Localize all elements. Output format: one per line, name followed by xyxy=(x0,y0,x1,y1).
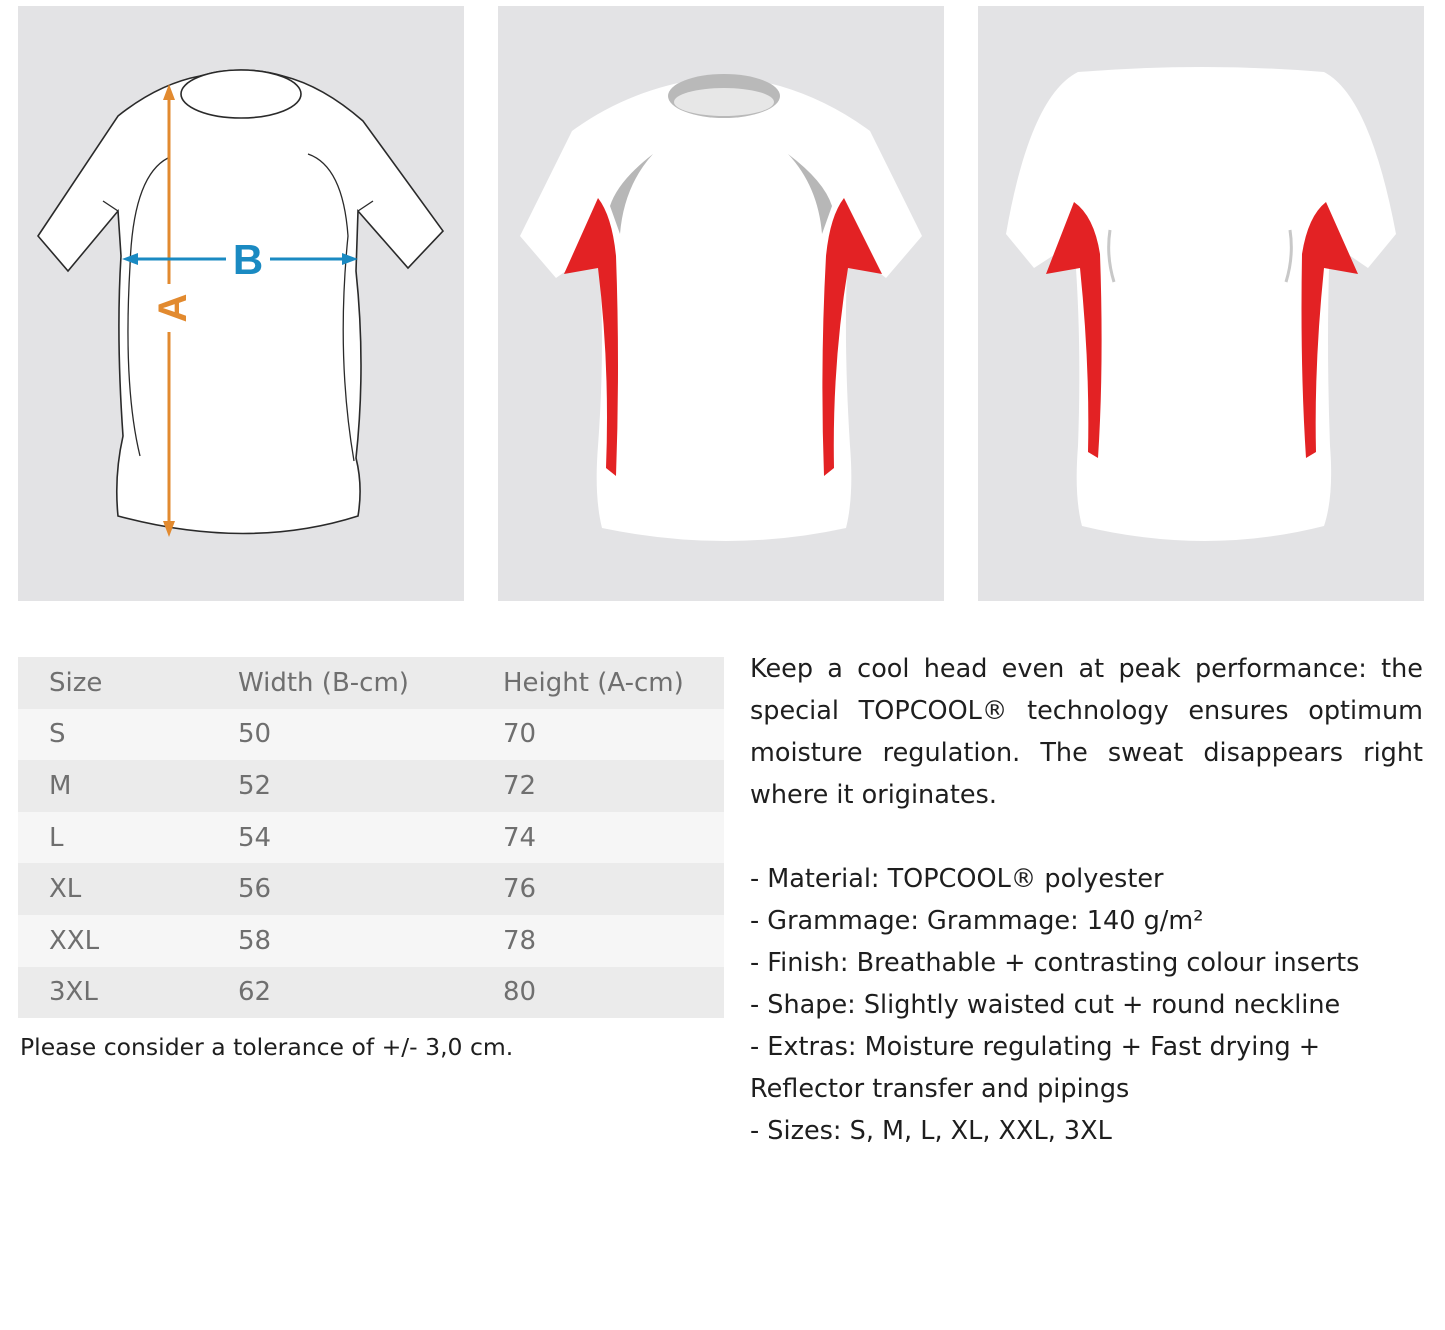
header-height: Height (A-cm) xyxy=(503,667,684,698)
product-description xyxy=(750,648,1423,1152)
height-cell: 76 xyxy=(503,874,537,905)
table-row xyxy=(18,915,724,967)
spec-shape: - Shape: Slightly waisted cut + round neckline xyxy=(750,990,1341,1020)
width-cell: 62 xyxy=(238,977,272,1008)
shirt-back-body xyxy=(1006,67,1396,541)
front-view-image xyxy=(498,6,944,601)
height-cell: 78 xyxy=(503,925,537,956)
tolerance-note: Please consider a tolerance of +/- 3,0 cm. xyxy=(20,1033,514,1061)
size-table xyxy=(18,657,724,1018)
width-cell: 52 xyxy=(238,770,272,801)
table-row xyxy=(18,760,724,812)
shirt-front-illustration xyxy=(498,6,944,601)
spec-list xyxy=(750,858,1423,1152)
size-cell: S xyxy=(49,719,66,750)
height-cell: 74 xyxy=(503,822,537,853)
back-view-image xyxy=(978,6,1424,601)
spec-sizes: - Sizes: S, M, L, XL, XXL, 3XL xyxy=(750,1116,1112,1146)
height-cell: 72 xyxy=(503,770,537,801)
size-cell: M xyxy=(49,770,72,801)
description-intro: Keep a cool head even at peak performance: the special TOPCOOL® technology ensures optimum moisture regulation. The sweat disappears right where it originates. xyxy=(750,654,1423,810)
width-cell: 56 xyxy=(238,874,272,905)
width-cell: 50 xyxy=(238,719,272,750)
size-cell: L xyxy=(49,822,64,853)
shirt-back-illustration xyxy=(978,6,1424,601)
spec-finish: - Finish: Breathable + contrasting colour inserts xyxy=(750,948,1360,978)
height-cell: 80 xyxy=(503,977,537,1008)
neckline xyxy=(181,70,301,118)
width-label: B xyxy=(232,236,264,283)
height-arrow-bottom-head xyxy=(163,521,175,537)
table-row xyxy=(18,812,724,864)
size-cell: XXL xyxy=(49,925,100,956)
header-size: Size xyxy=(49,667,103,698)
table-row xyxy=(18,709,724,761)
measurement-diagram xyxy=(18,6,464,601)
height-label: A xyxy=(151,293,195,323)
size-cell: 3XL xyxy=(49,977,98,1008)
spec-material: - Material: TOPCOOL® polyester xyxy=(750,864,1164,894)
spec-extras: - Extras: Moisture regulating + Fast drying + Reflector transfer and pipings xyxy=(750,1032,1321,1104)
shirt-front-body xyxy=(520,78,922,541)
shirt-outline-diagram xyxy=(18,6,464,601)
size-cell: XL xyxy=(49,874,82,905)
header-width: Width (B-cm) xyxy=(238,667,409,698)
spec-grammage: - Grammage: Grammage: 140 g/m² xyxy=(750,906,1204,936)
table-row xyxy=(18,863,724,915)
height-cell: 70 xyxy=(503,719,537,750)
shirt-outline xyxy=(38,70,443,534)
width-cell: 54 xyxy=(238,822,272,853)
front-collar-inner xyxy=(674,88,774,116)
table-row xyxy=(18,967,724,1019)
table-header-row xyxy=(18,657,724,709)
width-cell: 58 xyxy=(238,925,272,956)
